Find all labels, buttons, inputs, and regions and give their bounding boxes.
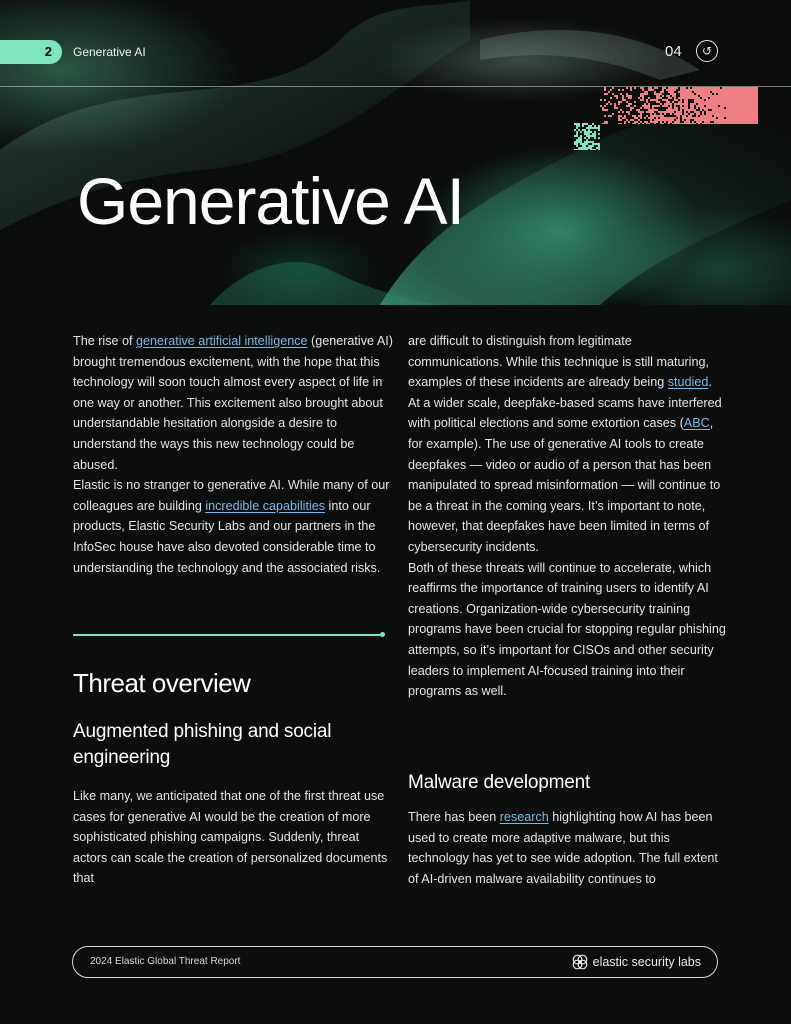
link-studied[interactable]: studied <box>667 375 709 390</box>
elastic-logo-icon <box>571 953 589 971</box>
studied-paragraph: are difficult to distinguish from legitimate communications. While this technique is still maturing, examples of these incidents are already being studied. <box>408 334 712 390</box>
link-abc[interactable]: ABC <box>683 416 710 431</box>
threat-overview-heading: Threat overview <box>73 668 251 698</box>
malware-subheading: Malware development <box>408 772 591 793</box>
right-column <box>408 331 728 702</box>
phishing-subheading: Augmented phishing and social engineering <box>73 721 332 768</box>
report-title: 2024 Elastic Global Threat Report <box>90 956 241 967</box>
page-number: 04 <box>665 43 682 60</box>
link-generative-ai[interactable]: generative artificial intelligence <box>136 334 308 348</box>
elastic-security-labs-logo <box>571 947 701 977</box>
logo-text: elastic security labs <box>592 955 701 969</box>
phishing-paragraph: Like many, we anticipated that one of the first threat use cases for generative AI would be the creation of more sophisticated phishing campaigns. Suddenly, threat actors can scale the creation of personalized documents that <box>73 789 388 886</box>
training-paragraph: Both of these threats will continue to accelerate, which reaffirms the importance of training users to identify AI creations. Organization-wide cybersecurity training programs have been crucial for stopping regular phishing attempts, so it’s important for CISOs and other security leaders to implement AI-focused training into their programs as well. <box>408 560 726 699</box>
link-incredible-capabilities[interactable]: incredible capabilities <box>205 498 326 513</box>
section-title: Generative AI <box>73 45 146 59</box>
section-divider <box>73 634 383 636</box>
elastic-paragraph: Elastic is no stranger to generative AI. While many of our colleagues are building incredible capabilities into our products, Elastic Security Labs and our partners in the InfoSec house have also devoted considerable time to understanding the technology and the associated risks. <box>73 478 390 575</box>
page-badge: 2 <box>0 40 62 64</box>
malware-paragraph: There has been research highlighting how AI has been used to create more adaptive malware, but this technology has yet to see wide adoption. The full extent of AI-driven malware availability continues to <box>408 810 718 886</box>
return-arrow-icon[interactable]: ↺ <box>696 40 718 62</box>
footer-bar <box>72 946 718 978</box>
page-title: Generative AI <box>77 164 464 238</box>
intro-paragraph: The rise of generative artificial intelligence (generative AI) brought tremendous excitement, with the hope that this technology will soon touch almost every aspect of life in one way or another. This excitement also brought about understandable hesitation alongside a desire to understand the ways this new technology could be abused. <box>73 334 393 472</box>
link-research[interactable]: research <box>499 810 549 824</box>
deepfake-paragraph: At a wider scale, deepfake-based scams have interfered with political elections and some extortion cases (ABC, for example). The use of generative AI tools to create deepfakes — video or audio of a person that has been manipulated to spread misinformation — will continue to be a threat in the coming years. It’s important to note, however, that deepfakes have been limited in terms of cybersecurity incidents. <box>408 395 722 554</box>
left-column <box>73 331 393 578</box>
top-bar <box>0 40 791 64</box>
pixel-noise-decoration <box>600 87 758 124</box>
pixel-noise-decoration-small <box>574 123 600 150</box>
